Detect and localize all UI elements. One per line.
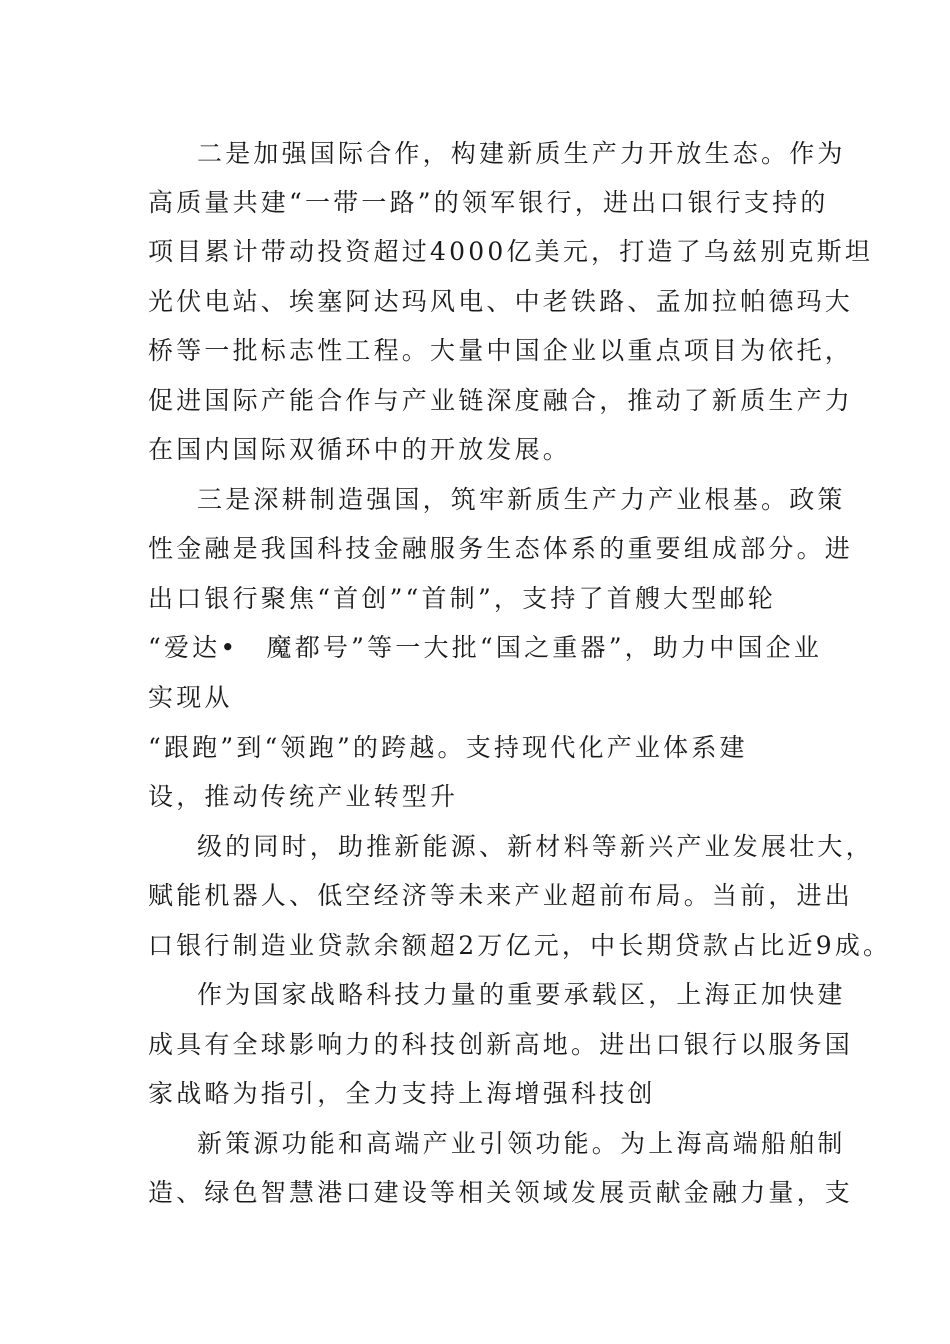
paragraph-line: 口银行制造业贷款余额超2万亿元，中长期贷款占比近9成。 — [148, 931, 892, 960]
paragraph-line: 级的同时，助推新能源、新材料等新兴产业发展壮大， — [197, 832, 874, 861]
paragraph-line: 三是深耕制造强国，筑牢新质生产力产业根基。政策 — [197, 485, 846, 514]
paragraph-line: 设，推动传统产业转型升 — [148, 782, 459, 811]
paragraph-line: 出口银行聚焦“首创”“首制”，支持了首艘大型邮轮 — [148, 584, 776, 613]
paragraph-line: “跟跑”到“领跑”的跨越。支持现代化产业体系建 — [148, 733, 748, 762]
paragraph-line: 作为国家战略科技力量的重要承载区，上海正加快建 — [197, 980, 846, 1009]
paragraph-line: “爱达• 魔都号”等一大批“国之重器”，助力中国企业 — [148, 633, 823, 662]
paragraph-line: 二是加强国际合作，构建新质生产力开放生态。作为 — [197, 139, 846, 168]
paragraph-line: 光伏电站、埃塞阿达玛风电、中老铁路、孟加拉帕德玛大 — [148, 287, 854, 316]
paragraph-line: 赋能机器人、低空经济等未来产业超前布局。当前，进出 — [148, 881, 854, 910]
paragraph-line: 成具有全球影响力的科技创新高地。进出口银行以服务国 — [148, 1030, 854, 1059]
paragraph-line: 性金融是我国科技金融服务生态体系的重要组成部分。进 — [148, 534, 854, 563]
paragraph-line: 桥等一批标志性工程。大量中国企业以重点项目为依托， — [148, 336, 854, 365]
paragraph-line: 项目累计带动投资超过4000亿美元，打造了乌兹别克斯坦 — [148, 237, 874, 266]
paragraph-line: 家战略为指引，全力支持上海增强科技创 — [148, 1079, 656, 1108]
paragraph-line: 促进国际产能合作与产业链深度融合，推动了新质生产力 — [148, 386, 854, 415]
paragraph-line: 实现从 — [148, 683, 233, 712]
paragraph-line: 高质量共建“一带一路”的领军银行，进出口银行支持的 — [148, 188, 829, 217]
paragraph-line: 在国内国际双循环中的开放发展。 — [148, 435, 572, 464]
paragraph-line: 新策源功能和高端产业引领功能。为上海高端船舶制 — [197, 1129, 846, 1158]
paragraph-line: 造、绿色智慧港口建设等相关领域发展贡献金融力量，支 — [148, 1178, 854, 1207]
